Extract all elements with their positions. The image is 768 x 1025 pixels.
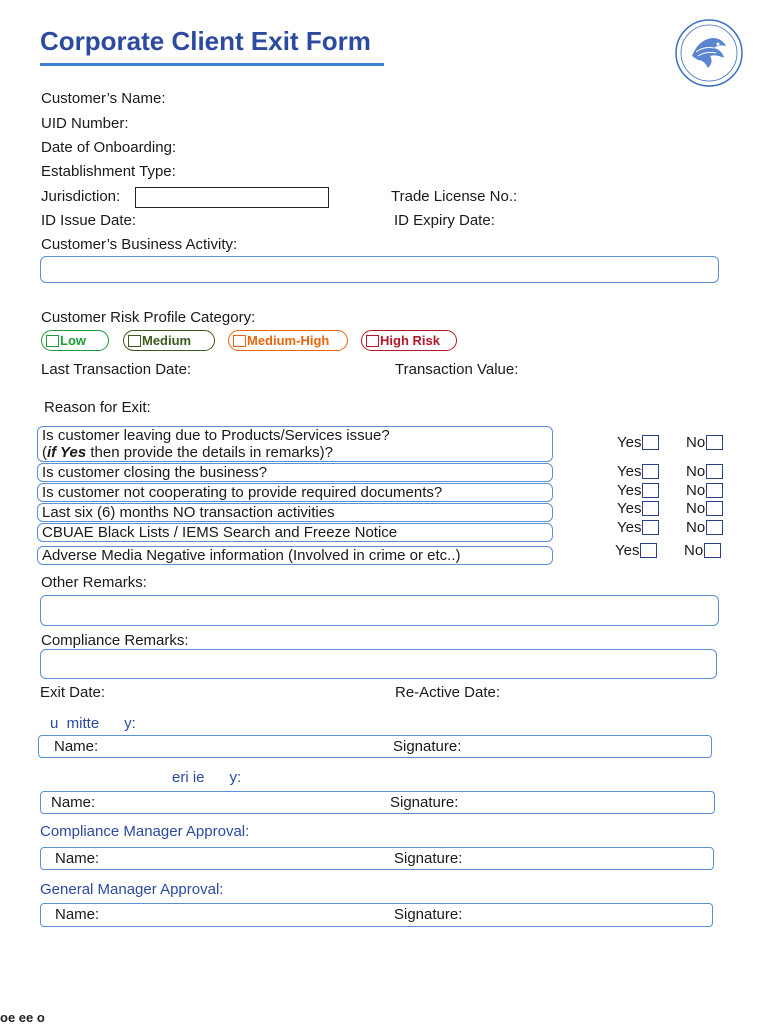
id-issue-date-label: ID Issue Date: (41, 212, 137, 229)
business-activity-field[interactable] (40, 256, 719, 283)
q2-no-checkbox[interactable] (706, 464, 723, 479)
question-products-services (37, 426, 553, 462)
risk-medium-high-label: Medium-High (247, 333, 330, 348)
eagle-logo-icon (674, 18, 744, 88)
id-expiry-date-label: ID Expiry Date: (394, 212, 495, 229)
submitted-by-name-label: Name: (54, 738, 99, 755)
reactive-date-label: Re-Active Date: (395, 684, 501, 701)
compliance-manager-heading: Compliance Manager Approval: (40, 823, 250, 840)
question-adverse-media: Adverse Media Negative information (Involved in crime or etc..) (37, 546, 553, 565)
risk-low-option[interactable] (41, 330, 109, 351)
jurisdiction-field[interactable] (135, 187, 329, 208)
q3-yes-option[interactable]: Yes (617, 482, 659, 499)
verified-by-signature-label: Signature: (390, 794, 459, 811)
compliance-manager-row[interactable] (40, 847, 714, 870)
footer-text: oe ee o (0, 1010, 45, 1025)
compliance-remarks-field[interactable] (40, 649, 717, 679)
jurisdiction-label: Jurisdiction: (41, 188, 121, 205)
q2-yes-checkbox[interactable] (642, 464, 659, 479)
general-manager-signature-label: Signature: (394, 906, 463, 923)
q6-yes-checkbox[interactable] (640, 543, 657, 558)
q5-yes-option[interactable]: Yes (617, 519, 659, 536)
question-not-cooperating: Is customer not cooperating to provide required documents? (37, 483, 553, 502)
q5-no-checkbox[interactable] (706, 520, 723, 535)
q1-no-option[interactable]: No (686, 434, 723, 451)
uid-number-label: UID Number: (41, 115, 129, 132)
compliance-remarks-label: Compliance Remarks: (41, 632, 189, 649)
q5-no-option[interactable]: No (686, 519, 723, 536)
last-transaction-date-label: Last Transaction Date: (41, 361, 192, 378)
reason-exit-label: Reason for Exit: (44, 399, 151, 416)
verified-by-row[interactable] (40, 791, 715, 814)
general-manager-row[interactable] (40, 903, 713, 927)
other-remarks-field[interactable] (40, 595, 719, 626)
business-activity-label: Customer’s Business Activity: (41, 236, 238, 253)
verified-by-name-label: Name: (51, 794, 96, 811)
q4-no-option[interactable]: No (686, 500, 723, 517)
q4-yes-option[interactable]: Yes (617, 500, 659, 517)
risk-low-checkbox[interactable] (46, 335, 59, 347)
risk-low-label: Low (60, 333, 86, 348)
q6-yes-option[interactable]: Yes (615, 542, 657, 559)
compliance-manager-signature-label: Signature: (394, 850, 463, 867)
risk-medium-checkbox[interactable] (128, 335, 141, 347)
submitted-by-row[interactable] (38, 735, 712, 758)
trade-license-label: Trade License No.: (391, 188, 518, 205)
compliance-manager-name-label: Name: (55, 850, 100, 867)
q2-no-option[interactable]: No (686, 463, 723, 480)
submitted-by-heading: u mitte y: (50, 715, 136, 732)
q1-yes-checkbox[interactable] (642, 435, 659, 450)
q2-yes-option[interactable]: Yes (617, 463, 659, 480)
risk-profile-label: Customer Risk Profile Category: (41, 309, 256, 326)
general-manager-name-label: Name: (55, 906, 100, 923)
risk-high-checkbox[interactable] (366, 335, 379, 347)
establishment-type-label: Establishment Type: (41, 163, 176, 180)
question-no-transactions: Last six (6) months NO transaction activities (37, 503, 553, 522)
question-cbuae-blacklist: CBUAE Black Lists / IEMS Search and Freeze Notice (37, 523, 553, 542)
q3-no-checkbox[interactable] (706, 483, 723, 498)
question-closing-business: Is customer closing the business? (37, 463, 553, 482)
q4-yes-checkbox[interactable] (642, 501, 659, 516)
other-remarks-label: Other Remarks: (41, 574, 147, 591)
risk-high-option[interactable] (361, 330, 457, 351)
q6-no-option[interactable]: No (684, 542, 721, 559)
risk-medium-high-option[interactable] (228, 330, 348, 351)
q1-no-checkbox[interactable] (706, 435, 723, 450)
q1-yes-option[interactable]: Yes (617, 434, 659, 451)
transaction-value-label: Transaction Value: (395, 361, 519, 378)
risk-medium-option[interactable] (123, 330, 215, 351)
title-underline (40, 63, 384, 66)
exit-date-label: Exit Date: (40, 684, 106, 701)
page-title: Corporate Client Exit Form (40, 26, 371, 56)
risk-high-label: High Risk (380, 333, 440, 348)
submitted-by-signature-label: Signature: (393, 738, 462, 755)
q4-no-checkbox[interactable] (706, 501, 723, 516)
question-1-line-2: (if Yes then provide the details in remarks)? (42, 444, 333, 461)
date-onboarding-label: Date of Onboarding: (41, 139, 177, 156)
verified-by-heading: eri ie y: (172, 769, 242, 786)
q3-no-option[interactable]: No (686, 482, 723, 499)
q6-no-checkbox[interactable] (704, 543, 721, 558)
question-1-line-1: Is customer leaving due to Products/Services issue? (42, 427, 390, 444)
customer-name-label: Customer’s Name: (41, 90, 166, 107)
q5-yes-checkbox[interactable] (642, 520, 659, 535)
q3-yes-checkbox[interactable] (642, 483, 659, 498)
general-manager-heading: General Manager Approval: (40, 881, 224, 898)
risk-medium-label: Medium (142, 333, 192, 348)
risk-medium-high-checkbox[interactable] (233, 335, 246, 347)
